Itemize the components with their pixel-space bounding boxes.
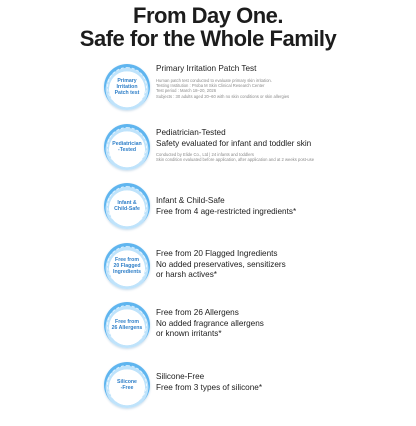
badge-label: Free from 20 Flagged Ingredients [113,257,141,275]
badge-label: Primary Irritation Patch test [114,78,140,96]
item-title: Silicone-Free Free from 3 types of silicone* [156,372,263,392]
silicone-free-badge-icon [104,362,150,408]
item-notes [156,78,406,100]
patch-test-badge-icon [104,64,150,110]
item-allergens [0,302,416,366]
item-patch-test [0,64,416,128]
item-title: Free from 20 Flagged Ingredients No added preservatives, sensitizers or harsh actives* [156,249,286,279]
pediatrician-badge-icon [104,124,150,170]
badge-label: Free from 26 Allergens [111,319,143,331]
item-content [156,308,406,340]
item-silicone-free [0,362,416,426]
item-title: Free from 26 Allergens No added fragrance allergens or known irritants* [156,308,264,338]
item-notes [156,152,406,163]
item-note: Testing Institution : Proba M Skin Clinical Research Center [156,82,265,88]
item-note: Test period : March 18–20, 2026 [156,88,217,94]
flagged-ingredients-badge-icon [104,243,150,289]
item-title: Pediatrician-Tested Safety evaluated for infant and toddler skin [156,128,312,148]
item-content [156,196,406,217]
item-title: Infant & Child-Safe Free from 4 age-restricted ingredients* [156,196,297,216]
item-pediatrician-tested [0,124,416,188]
item-note: Human patch test conducted to evaluate primary skin irritation. [156,77,272,83]
headline-line-1: From Day One. [133,3,283,28]
allergens-badge-icon [104,302,150,348]
headline-line-2: Safe for the Whole Family [79,26,337,51]
item-flagged-ingredients [0,243,416,307]
badge-label: Infant & Child-Safe [114,200,140,212]
item-content [156,128,406,163]
item-content [156,372,406,393]
badge-label: Pediatrician -Tested [112,141,142,153]
item-title: Primary Irritation Patch Test [156,64,257,73]
item-content [156,64,406,99]
item-content [156,249,406,281]
infant-safe-badge-icon [104,183,150,229]
item-infant-child-safe [0,183,416,247]
item-note: Conducted by Elide Co., Ltd | 24 infants and toddlers [156,152,254,157]
item-note: Subjects : 30 adults aged 20–60 with no skin conditions or skin allergies [156,93,290,99]
item-note: Skin condition evaluated before application, after application and at 2 weeks post-use [156,157,315,163]
badge-label: Silicone -Free [117,379,137,391]
